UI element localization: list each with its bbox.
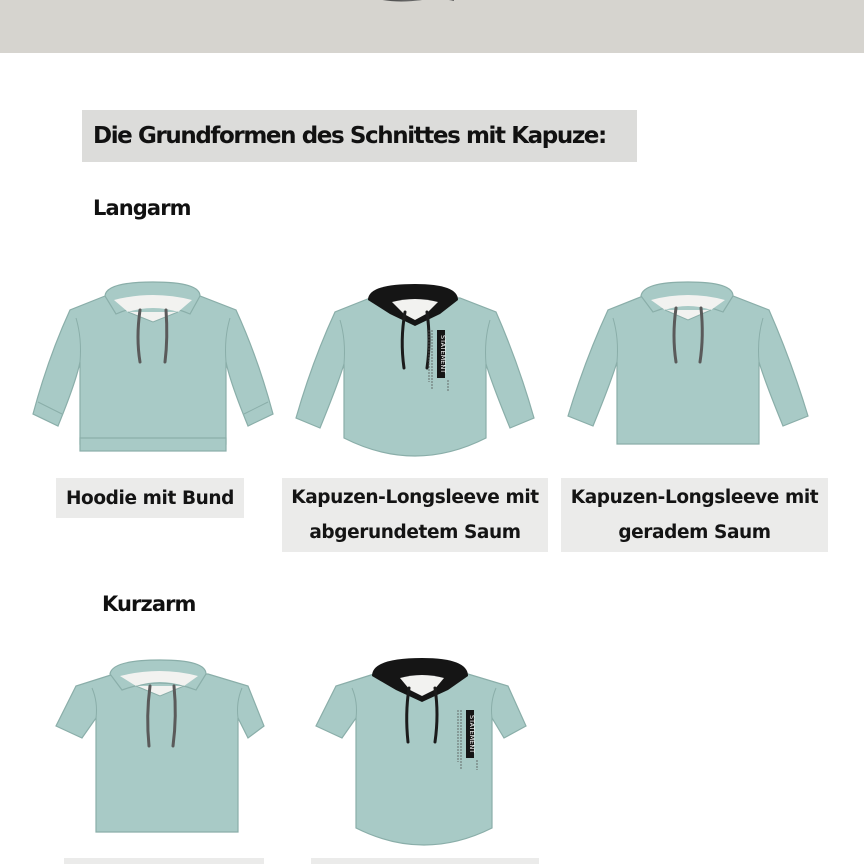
top-banner bbox=[0, 0, 864, 53]
label-line-2: abgerundetem Saum bbox=[309, 522, 521, 543]
heading-langarm: Langarm bbox=[93, 196, 191, 220]
label-line-1: Kapuzen-Longsleeve mit bbox=[291, 487, 539, 508]
kurzarm-abgerundet-illustration bbox=[312, 652, 530, 852]
label-longsleeve-gerade bbox=[561, 478, 828, 552]
longsleeve-abgerundet-illustration bbox=[290, 278, 540, 468]
label-longsleeve-abgerundet bbox=[282, 478, 548, 552]
heading-kurzarm: Kurzarm bbox=[102, 592, 196, 616]
label-stub-kurzarm-2 bbox=[311, 858, 539, 864]
page-title: Die Grundformen des Schnittes mit Kapuze: bbox=[93, 123, 606, 149]
label-line-1: Kapuzen-Longsleeve mit bbox=[570, 487, 819, 508]
print-text: STATEMENT bbox=[439, 335, 447, 374]
label-line-2: geradem Saum bbox=[618, 522, 771, 543]
label-stub-kurzarm-1 bbox=[64, 858, 264, 864]
ribbed-hem bbox=[80, 438, 226, 451]
shirt-body bbox=[56, 674, 264, 832]
hoodie-mit-bund-illustration bbox=[28, 278, 276, 458]
print-text: STATEMENT bbox=[468, 715, 476, 754]
kurzarm-hoodie-illustration bbox=[52, 656, 270, 836]
logo-fragment-icon bbox=[362, 0, 552, 4]
longsleeve-gerade-illustration bbox=[563, 278, 813, 448]
page-title-box bbox=[82, 110, 637, 162]
label-hoodie-mit-bund bbox=[56, 478, 244, 518]
label-hoodie-mit-bund-text: Hoodie mit Bund bbox=[65, 487, 235, 509]
